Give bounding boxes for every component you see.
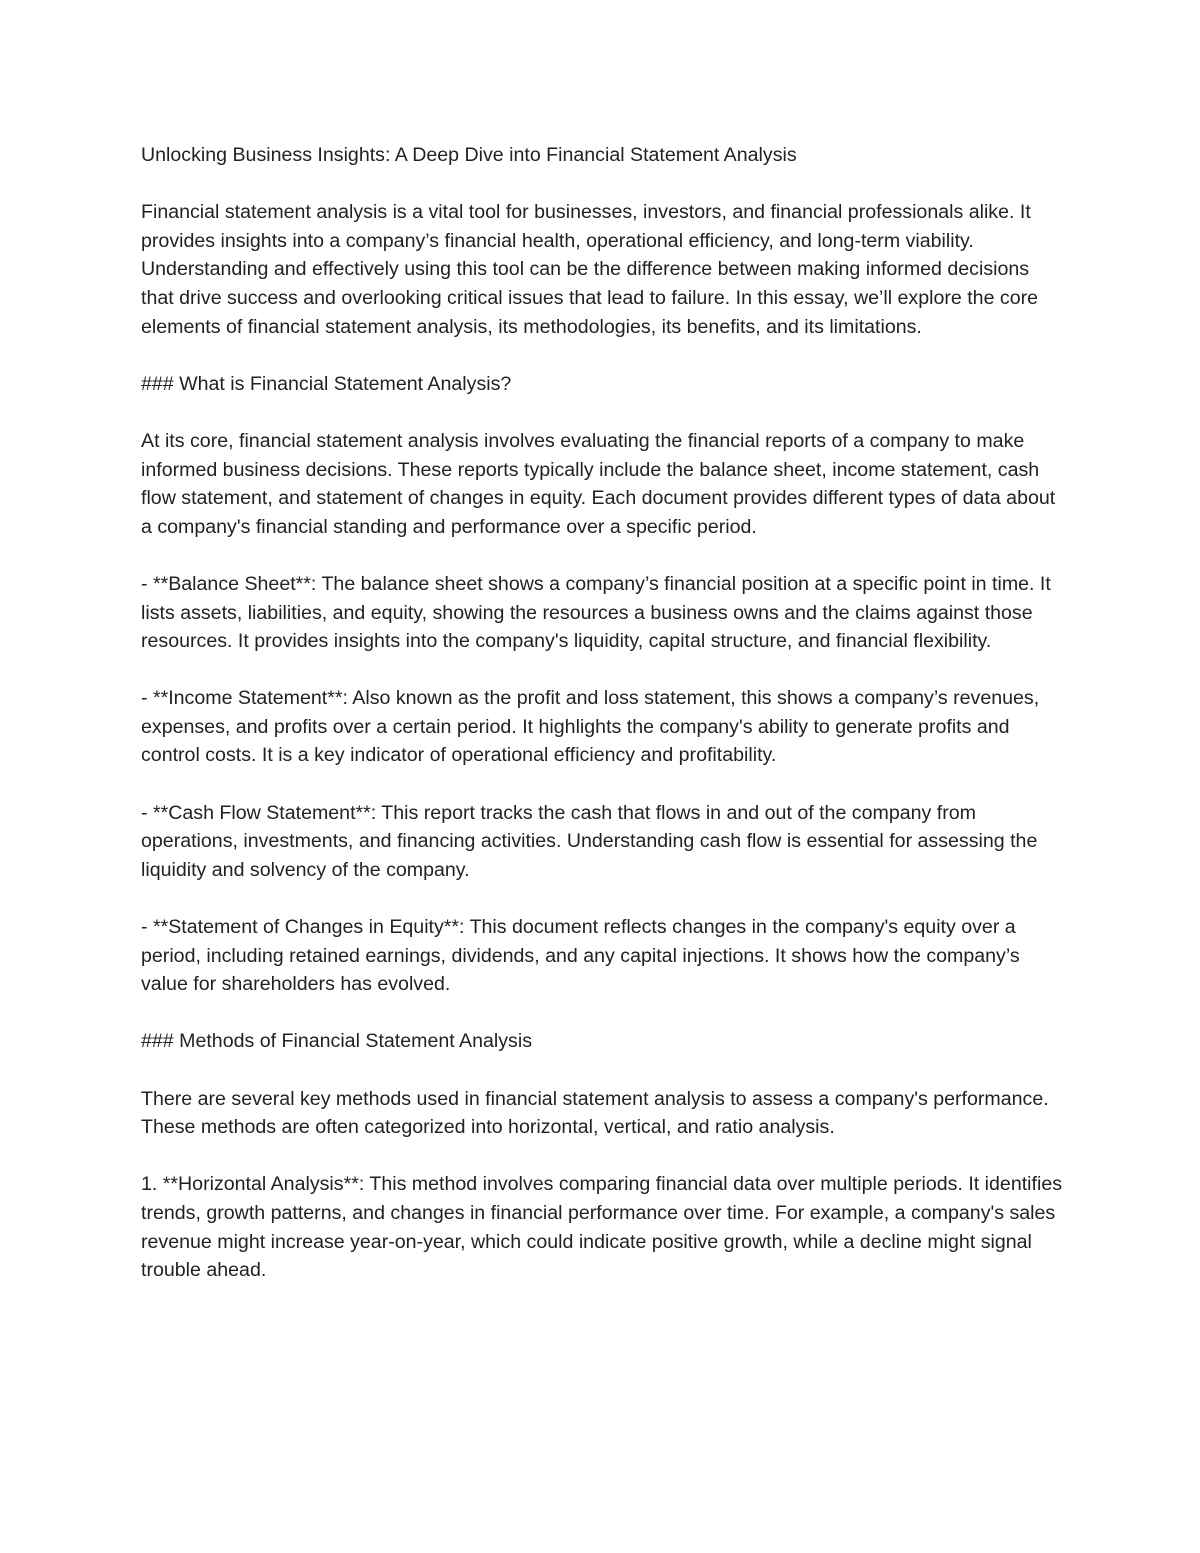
what-is-paragraph: At its core, financial statement analysis involves evaluating the financial reports of a company to make informed business decisions. These reports typically include the balance sheet, income statement, cash flow statement, and statement of changes in equity. Each document provides different types of data about a company's financial standing and performance over a specific period.	[141, 429, 1056, 538]
changes-in-equity-item: - **Statement of Changes in Equity**: This document reflects changes in the company's equity over a period, including retained earnings, dividends, and any capital injections. It shows how the company’s value for shareholders has evolved.	[141, 916, 1020, 996]
income-statement-item: - **Income Statement**: Also known as the profit and loss statement, this shows a company’s revenues, expenses, and profits over a certain period. It highlights the company's ability to generate profits and control costs. It is a key indicator of operational efficiency and profitability.	[141, 687, 1040, 767]
heading-methods: ### Methods of Financial Statement Analysis	[141, 1030, 533, 1053]
document-body	[141, 141, 1066, 1285]
heading-what-is: ### What is Financial Statement Analysis?	[141, 372, 512, 395]
cash-flow-statement-item: - **Cash Flow Statement**: This report tracks the cash that flows in and out of the company from operations, investments, and financing activities. Understanding cash flow is essential for assessing the liquidity and solvency of the company.	[141, 801, 1038, 881]
intro-paragraph: Financial statement analysis is a vital tool for businesses, investors, and financial professionals alike. It provides insights into a company’s financial health, operational efficiency, and long-term viability. Understanding and effectively using this tool can be the difference between making informed decisions that drive success and overlooking critical issues that lead to failure. In this essay, we’ll explore the core elements of financial statement analysis, its methodologies, its benefits, and its limitations.	[141, 201, 1039, 338]
balance-sheet-item: - **Balance Sheet**: The balance sheet shows a company’s financial position at a specific point in time. It lists assets, liabilities, and equity, showing the resources a business owns and the claims against those resources. It provides insights into the company's liquidity, capital structure, and financial flexibility.	[141, 572, 1051, 653]
methods-paragraph: There are several key methods used in financial statement analysis to assess a company's performance. These methods are often categorized into horizontal, vertical, and ratio analysis.	[141, 1087, 1049, 1139]
document-title: Unlocking Business Insights: A Deep Dive into Financial Statement Analysis	[141, 144, 797, 166]
horizontal-analysis-item: 1. **Horizontal Analysis**: This method involves comparing financial data over multiple periods. It identifies trends, growth patterns, and changes in financial performance over time. For example, a company's sales revenue might increase year-on-year, which could indicate positive growth, while a decline might signal trouble ahead.	[141, 1173, 1063, 1282]
